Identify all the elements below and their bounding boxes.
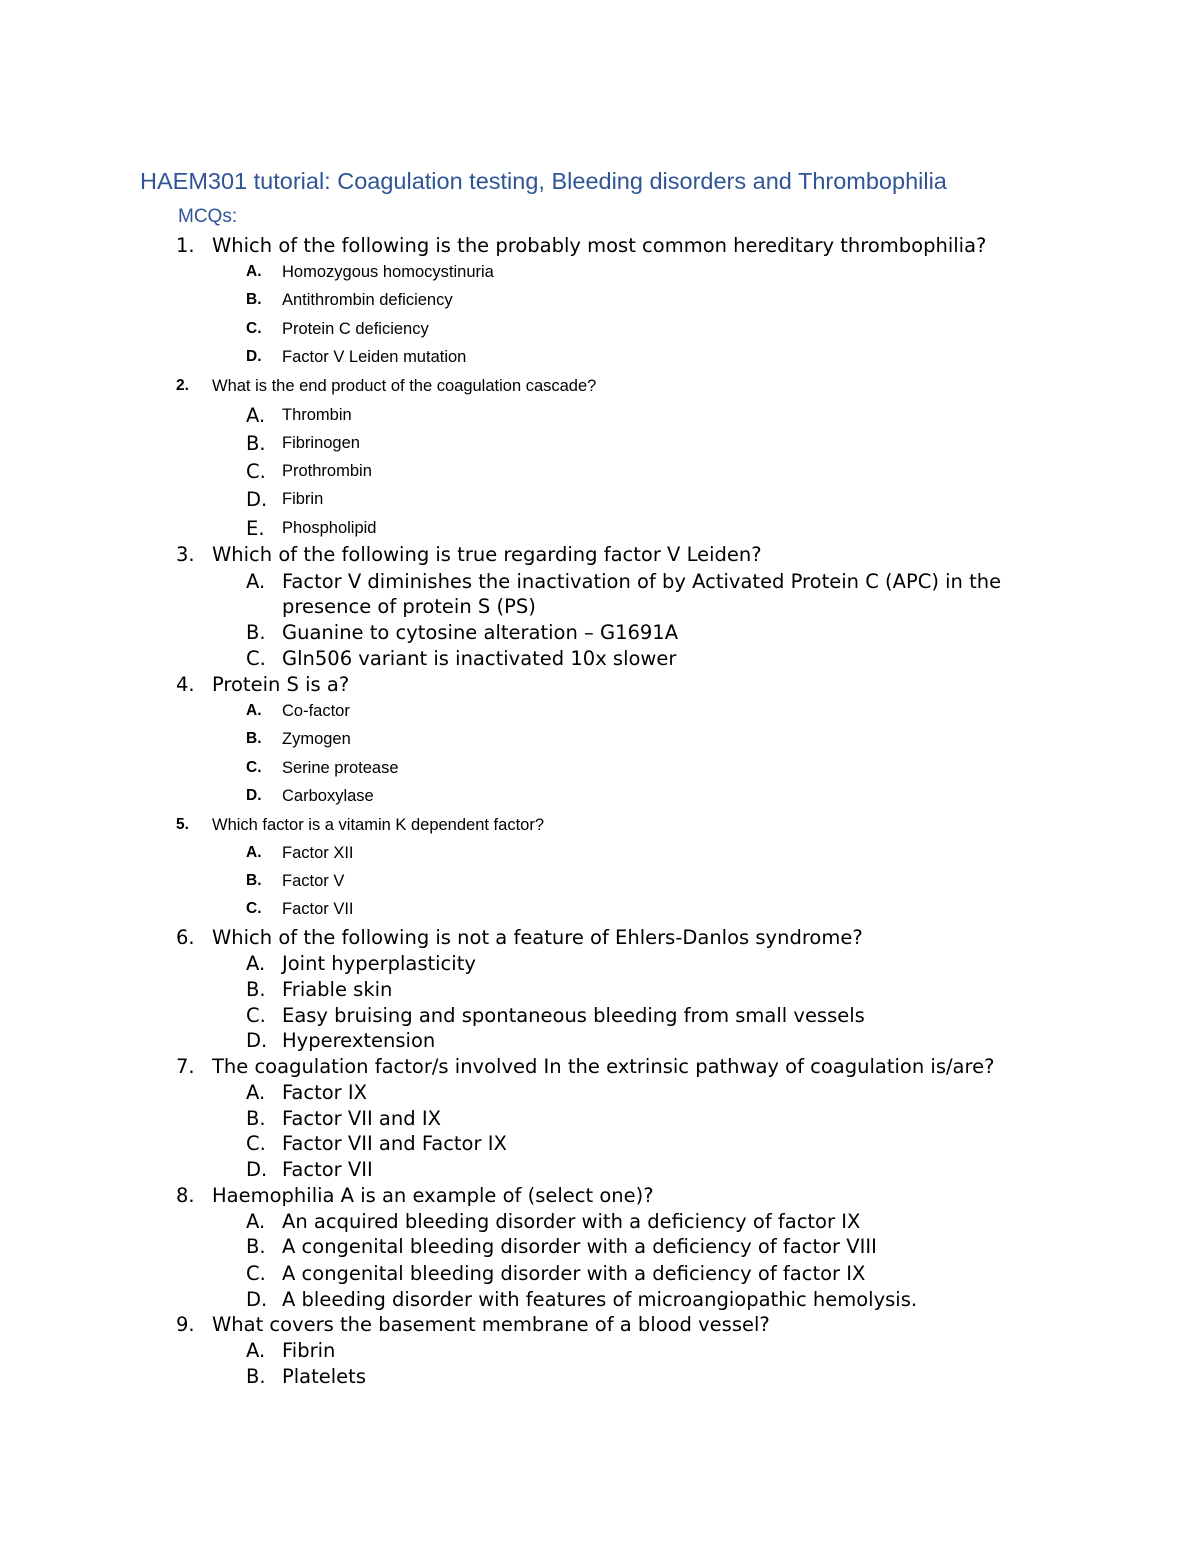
option-text: Phospholipid [282, 519, 377, 537]
question-text: The coagulation factor/s involved In the extrinsic pathway of coagulation is/are? [212, 1055, 995, 1078]
question-number: 2. [176, 377, 189, 394]
option-letter: B. [246, 1107, 266, 1130]
option-text: Factor XII [282, 844, 354, 862]
option-text: Fibrin [282, 490, 324, 508]
question-text: Protein S is a? [212, 673, 350, 696]
option-text: Protein C deficiency [282, 320, 429, 338]
option-letter: C. [246, 460, 266, 483]
option-text: A bleeding disorder with features of microangiopathic hemolysis. [282, 1288, 918, 1311]
question-number: 4. [176, 673, 195, 696]
option-letter: B. [246, 730, 262, 747]
option-text: Fibrinogen [282, 434, 360, 452]
option-text: Prothrombin [282, 462, 372, 480]
option-text: Thrombin [282, 406, 352, 424]
option-text: Factor V [282, 872, 345, 890]
question-number: 8. [176, 1184, 195, 1207]
option-text: Factor IX [282, 1081, 367, 1104]
question-number: 1. [176, 234, 195, 257]
option-text: Factor VII and Factor IX [282, 1132, 507, 1155]
option-text: Friable skin [282, 978, 393, 1001]
option-text: Joint hyperplasticity [282, 952, 476, 975]
question-text: What covers the basement membrane of a blood vessel? [212, 1313, 770, 1336]
question-number: 9. [176, 1313, 195, 1336]
page-title: HAEM301 tutorial: Coagulation testing, Bleeding disorders and Thrombophilia [140, 168, 947, 194]
option-letter: B. [246, 621, 266, 644]
question-text: Which factor is a vitamin K dependent factor? [212, 816, 544, 834]
option-text: Antithrombin deficiency [282, 291, 453, 309]
option-text: A congenital bleeding disorder with a deficiency of factor VIII [282, 1235, 877, 1258]
option-text: Factor VII [282, 1158, 373, 1181]
option-letter: D. [246, 488, 268, 511]
option-letter: A. [246, 404, 266, 427]
question-number: 6. [176, 926, 195, 949]
option-text: Platelets [282, 1365, 366, 1388]
option-letter: A. [246, 1339, 266, 1362]
option-letter: A. [246, 844, 262, 861]
option-letter: C. [246, 1262, 266, 1285]
option-text: Serine protease [282, 759, 399, 777]
option-text: presence of protein S (PS) [282, 595, 536, 618]
option-letter: A. [246, 1081, 266, 1104]
option-letter: B. [246, 872, 262, 889]
option-text: Homozygous homocystinuria [282, 263, 494, 281]
option-text: Factor VII [282, 900, 354, 918]
option-text: Hyperextension [282, 1029, 436, 1052]
option-letter: C. [246, 1132, 266, 1155]
option-letter: B. [246, 978, 266, 1001]
option-letter: D. [246, 1158, 268, 1181]
option-letter: D. [246, 1029, 268, 1052]
option-letter: D. [246, 1288, 268, 1311]
option-letter: A. [246, 1210, 266, 1233]
option-text: Zymogen [282, 730, 351, 748]
question-number: 7. [176, 1055, 195, 1078]
option-text: An acquired bleeding disorder with a deficiency of factor IX [282, 1210, 861, 1233]
option-letter: C. [246, 647, 266, 670]
option-letter: C. [246, 759, 262, 776]
question-text: Which of the following is not a feature of Ehlers-Danlos syndrome? [212, 926, 863, 949]
option-text: Easy bruising and spontaneous bleeding from small vessels [282, 1004, 865, 1027]
option-letter: B. [246, 432, 266, 455]
option-letter: A. [246, 952, 266, 975]
question-text: Haemophilia A is an example of (select one)? [212, 1184, 654, 1207]
option-letter: E. [246, 517, 265, 540]
option-letter: C. [246, 900, 262, 917]
option-letter: B. [246, 1365, 266, 1388]
question-number: 5. [176, 816, 189, 833]
option-text: Carboxylase [282, 787, 374, 805]
option-letter: A. [246, 263, 262, 280]
option-text: Guanine to cytosine alteration – G1691A [282, 621, 679, 644]
option-letter: B. [246, 1235, 266, 1258]
question-text: Which of the following is true regarding factor V Leiden? [212, 543, 762, 566]
option-text: Factor V diminishes the inactivation of by Activated Protein C (APC) in the [282, 570, 1002, 593]
option-letter: C. [246, 1004, 266, 1027]
question-number: 3. [176, 543, 195, 566]
option-letter: D. [246, 787, 262, 804]
question-text: What is the end product of the coagulation cascade? [212, 377, 597, 395]
option-text: Fibrin [282, 1339, 336, 1362]
option-text: A congenital bleeding disorder with a deficiency of factor IX [282, 1262, 866, 1285]
question-text: Which of the following is the probably most common hereditary thrombophilia? [212, 234, 987, 257]
option-letter: A. [246, 570, 266, 593]
option-letter: B. [246, 291, 262, 308]
option-text: Co-factor [282, 702, 350, 720]
option-letter: A. [246, 702, 262, 719]
section-heading: MCQs: [178, 206, 238, 227]
option-letter: D. [246, 348, 262, 365]
option-text: Factor V Leiden mutation [282, 348, 467, 366]
option-text: Factor VII and IX [282, 1107, 441, 1130]
option-letter: C. [246, 320, 262, 337]
option-text: Gln506 variant is inactivated 10x slower [282, 647, 677, 670]
